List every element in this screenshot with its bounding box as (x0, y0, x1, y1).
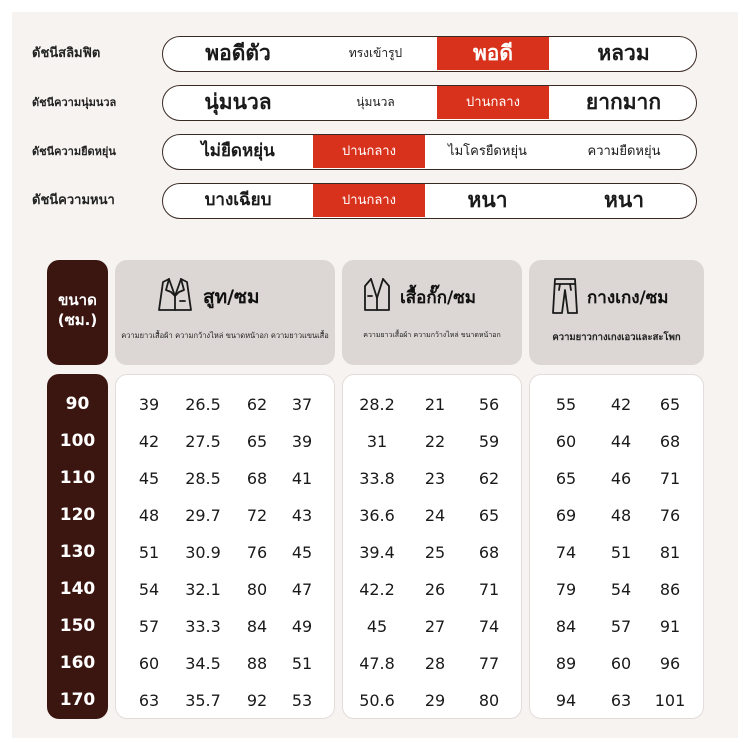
size-chart-page (12, 12, 738, 738)
table-cell: 76 (246, 543, 268, 562)
attr-row-fit (12, 36, 738, 72)
table-cell: 60 (138, 654, 160, 673)
table-cell: 33.8 (359, 469, 395, 488)
table-cell: 46 (610, 469, 632, 488)
table-cell: 80 (246, 580, 268, 599)
table-cell: 34.5 (185, 654, 221, 673)
table-cell: 59 (478, 432, 500, 451)
table-cell: 71 (659, 469, 681, 488)
table-cell: 39.4 (359, 543, 395, 562)
table-cell: 33.3 (185, 617, 221, 636)
table-cell: 96 (659, 654, 681, 673)
vest-icon (362, 276, 392, 314)
attr-option: นุ่มนวล (204, 90, 272, 114)
table-cell: 88 (246, 654, 268, 673)
table-cell: 47 (291, 580, 313, 599)
table-cell: 39 (291, 432, 313, 451)
table-cell: 68 (478, 543, 500, 562)
table-cell: 55 (555, 395, 577, 414)
size-label: 100 (59, 431, 96, 451)
table-cell: 28.2 (359, 395, 395, 414)
table-cell: 63 (138, 691, 160, 710)
table-cell: 45 (291, 543, 313, 562)
attr-scale (162, 134, 697, 170)
table-cell: 22 (424, 432, 446, 451)
size-label: 140 (59, 579, 96, 599)
table-cell: 51 (291, 654, 313, 673)
table-cell: 29.7 (185, 506, 221, 525)
table-cell: 27.5 (185, 432, 221, 451)
table-cell: 63 (610, 691, 632, 710)
table-cell: 26.5 (185, 395, 221, 414)
size-header (47, 260, 108, 365)
attr-label: ดัชนีสลิมฟิต (32, 46, 101, 61)
table-cell: 48 (138, 506, 160, 525)
suit-header (115, 260, 335, 365)
attr-option: หลวม (597, 41, 650, 65)
table-cell: 68 (659, 432, 681, 451)
table-cell: 60 (610, 654, 632, 673)
table-cell: 45 (138, 469, 160, 488)
table-cell: 35.7 (185, 691, 221, 710)
table-cell: 57 (610, 617, 632, 636)
table-cell: 49 (291, 617, 313, 636)
table-cell: 56 (478, 395, 500, 414)
attr-option: พอดีตัว (205, 41, 271, 65)
size-label: 120 (59, 505, 96, 525)
table-cell: 84 (246, 617, 268, 636)
table-cell: 71 (478, 580, 500, 599)
table-cell: 42 (610, 395, 632, 414)
table-cell: 44 (610, 432, 632, 451)
table-cell: 48 (610, 506, 632, 525)
attr-row-elasticity (12, 134, 738, 170)
attr-option: ไม่ยืดหยุ่น (201, 141, 275, 161)
table-cell: 47.8 (359, 654, 395, 673)
table-cell: 65 (555, 469, 577, 488)
table-cell: 45 (366, 617, 388, 636)
attr-option-selected: ปานกลาง (313, 135, 425, 168)
table-cell: 43 (291, 506, 313, 525)
attr-option-selected: ปานกลาง (437, 86, 549, 119)
table-cell: 31 (366, 432, 388, 451)
suit-title: สูท/ซม (203, 286, 260, 308)
table-cell: 62 (246, 395, 268, 414)
table-cell: 84 (555, 617, 577, 636)
attr-scale (162, 36, 697, 72)
attr-label: ดัชนีความนุ่มนวล (32, 96, 117, 109)
vest-table (342, 374, 522, 719)
attr-option: หนา (467, 188, 508, 212)
size-label: 90 (65, 394, 90, 414)
size-label: 110 (59, 468, 96, 488)
table-cell: 62 (478, 469, 500, 488)
table-cell: 60 (555, 432, 577, 451)
table-cell: 23 (424, 469, 446, 488)
size-label: 170 (59, 690, 96, 710)
attr-option: บางเฉียบ (204, 190, 272, 210)
size-header-unit: (ซม.) (57, 311, 98, 329)
table-cell: 21 (424, 395, 446, 414)
table-cell: 30.9 (185, 543, 221, 562)
size-header-label: ขนาด (58, 291, 97, 309)
table-cell: 65 (478, 506, 500, 525)
table-cell: 42 (138, 432, 160, 451)
table-cell: 39 (138, 395, 160, 414)
attr-option-selected: พอดี (437, 37, 549, 70)
attr-option: ยากมาก (585, 90, 662, 114)
table-cell: 26 (424, 580, 446, 599)
table-cell: 92 (246, 691, 268, 710)
table-cell: 72 (246, 506, 268, 525)
table-cell: 89 (555, 654, 577, 673)
attr-option: ความยืดหยุ่น (587, 144, 661, 159)
attr-option: หนา (604, 188, 644, 212)
table-cell: 65 (246, 432, 268, 451)
vest-measures: ความยาวเสื้อผ้า ความกว้างไหล่ ขนาดหน้าอก (363, 331, 501, 339)
table-cell: 76 (659, 506, 681, 525)
vest-header (342, 260, 522, 365)
attr-row-thickness (12, 183, 738, 219)
pants-header (529, 260, 704, 365)
table-cell: 51 (610, 543, 632, 562)
table-cell: 68 (246, 469, 268, 488)
attr-option-selected: ปานกลาง (313, 184, 425, 217)
table-cell: 57 (138, 617, 160, 636)
pants-table (529, 374, 704, 719)
table-cell: 53 (291, 691, 313, 710)
table-cell: 37 (291, 395, 313, 414)
suit-measures: ความยาวเสื้อผ้า ความกว้างไหล่ ขนาดหน้าอก ความยาวแขนเสื้อ (121, 331, 329, 340)
table-cell: 81 (659, 543, 681, 562)
table-cell: 50.6 (359, 691, 395, 710)
table-cell: 41 (291, 469, 313, 488)
table-cell: 28 (424, 654, 446, 673)
attr-scale (162, 85, 697, 121)
attr-label: ดัชนีความหนา (32, 193, 115, 208)
attr-label: ดัชนีความยืดหยุ่น (32, 145, 116, 158)
attr-option: ไมโครยืดหยุ่น (448, 144, 527, 159)
table-cell: 77 (478, 654, 500, 673)
table-cell: 74 (478, 617, 500, 636)
table-cell: 94 (555, 691, 577, 710)
table-cell: 32.1 (185, 580, 221, 599)
pants-icon (551, 276, 579, 316)
table-cell: 86 (659, 580, 681, 599)
vest-title: เสื้อกั๊ก/ซม (400, 288, 476, 308)
size-label: 160 (59, 653, 96, 673)
table-cell: 36.6 (359, 506, 395, 525)
pants-title: กางเกง/ซม (587, 288, 669, 308)
attr-row-softness (12, 85, 738, 121)
size-label: 130 (59, 542, 96, 562)
table-cell: 29 (424, 691, 446, 710)
table-cell: 101 (654, 691, 686, 710)
table-cell: 28.5 (185, 469, 221, 488)
table-cell: 25 (424, 543, 446, 562)
table-cell: 80 (478, 691, 500, 710)
table-cell: 42.2 (359, 580, 395, 599)
table-cell: 74 (555, 543, 577, 562)
table-cell: 54 (610, 580, 632, 599)
size-label: 150 (59, 616, 96, 636)
attr-option: ทรงเข้ารูป (348, 46, 403, 60)
attr-option: นุ่มนวล (356, 95, 395, 109)
table-cell: 24 (424, 506, 446, 525)
table-cell: 79 (555, 580, 577, 599)
table-cell: 69 (555, 506, 577, 525)
size-column (47, 374, 108, 719)
table-cell: 65 (659, 395, 681, 414)
table-cell: 54 (138, 580, 160, 599)
table-cell: 27 (424, 617, 446, 636)
suit-icon (157, 276, 193, 314)
pants-measures: ความยาวกางเกงเอวและสะโพก (552, 332, 681, 343)
table-cell: 91 (659, 617, 681, 636)
table-cell: 51 (138, 543, 160, 562)
attr-scale (162, 183, 697, 219)
suit-table (115, 374, 335, 719)
